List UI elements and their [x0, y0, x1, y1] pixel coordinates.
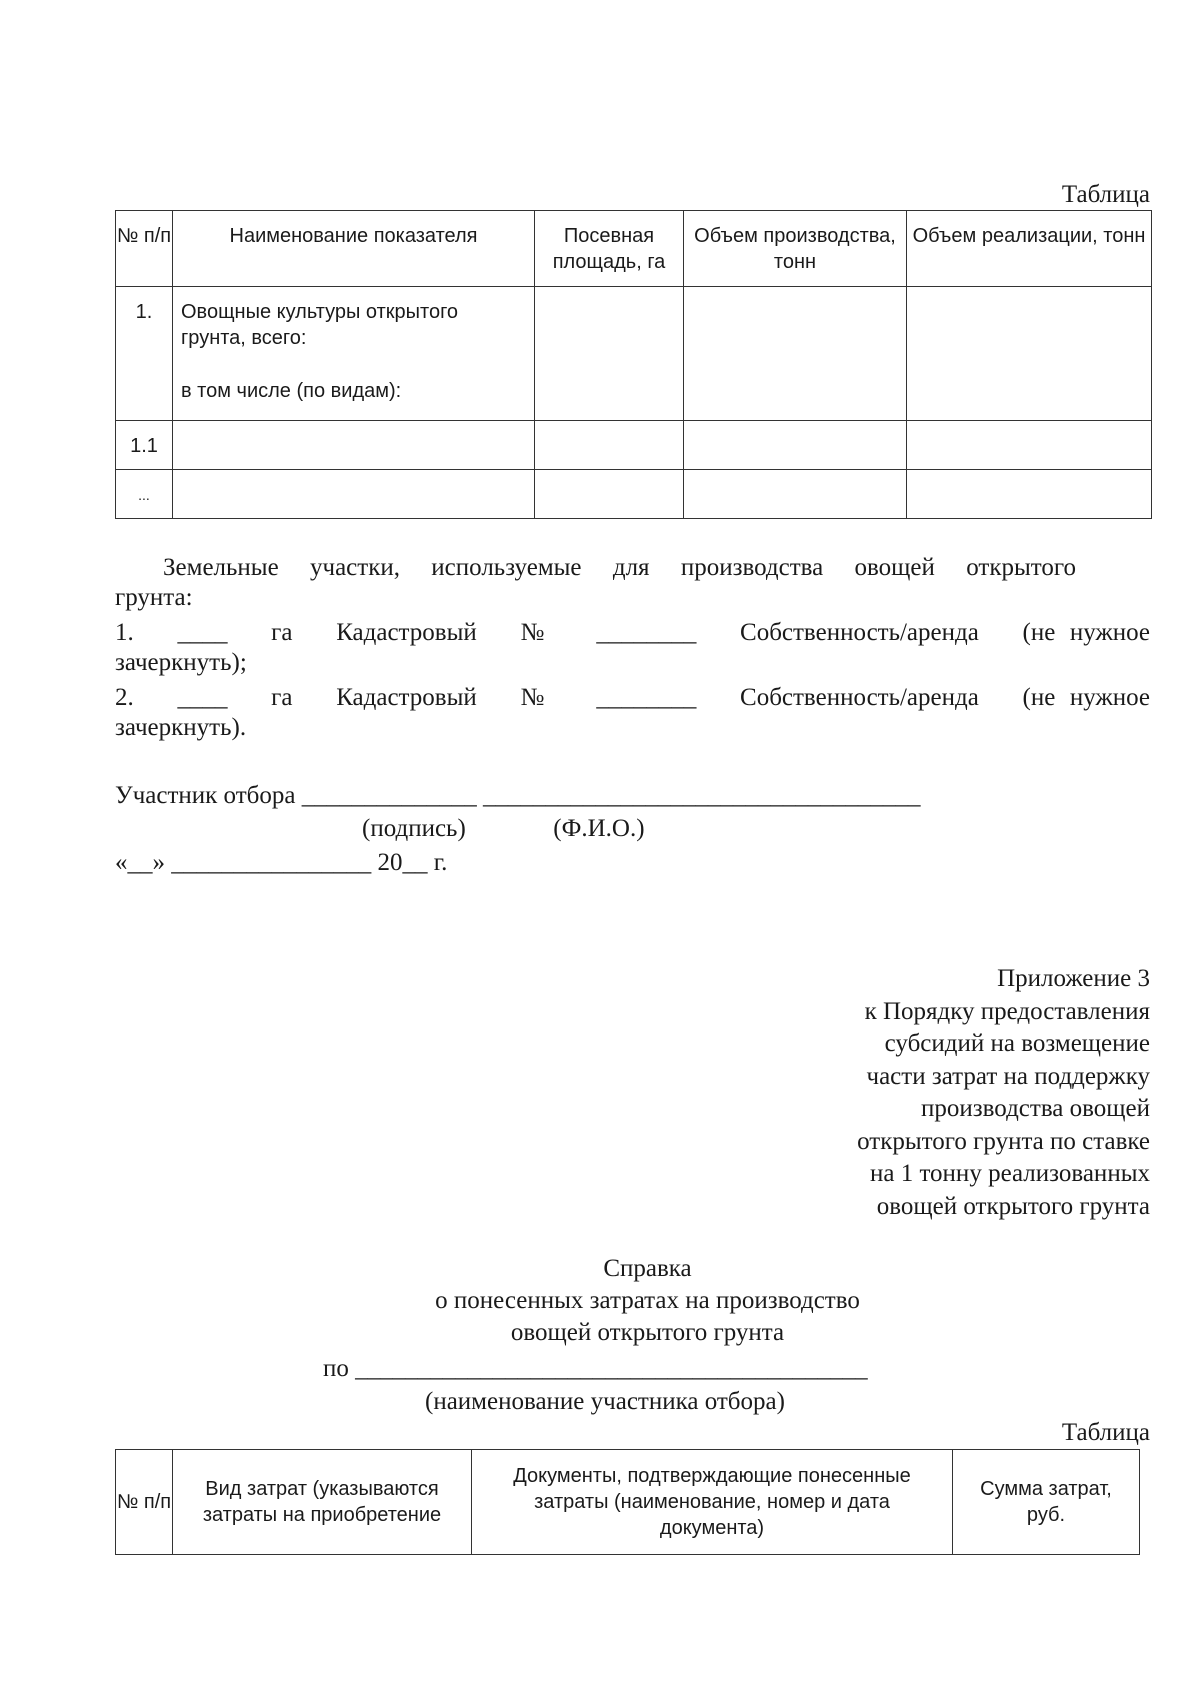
cell-sales	[907, 287, 1152, 421]
cell-area	[535, 470, 684, 519]
cell-production	[684, 470, 907, 519]
cell-production	[684, 421, 907, 470]
header-sales: Объем реализации, тонн	[907, 211, 1152, 287]
certificate-title-line: о понесенных затратах на производство	[435, 1287, 860, 1314]
header-amount: Сумма затрат, руб.	[953, 1450, 1140, 1555]
table1-header-row	[116, 211, 1152, 287]
row-name	[173, 470, 535, 519]
table2	[115, 1449, 1140, 1555]
header-cost-type: Вид затрат (указываются затраты на приобретение	[173, 1450, 472, 1555]
table2-header-row	[116, 1450, 1140, 1555]
table1	[115, 210, 1152, 519]
certificate-for-caption: (наименование участника отбора)	[425, 1388, 785, 1415]
certificate-title	[115, 1253, 1150, 1349]
header-documents: Документы, подтверждающие понесенные затраты (наименование, номер и дата документа)	[472, 1450, 953, 1555]
appendix-line: открытого грунта по ставке	[857, 1127, 1150, 1155]
table1-caption: Таблица	[1061, 181, 1150, 208]
appendix-line: производства овощей	[921, 1095, 1150, 1122]
appendix-line: субсидий на возмещение	[884, 1030, 1150, 1057]
appendix-line: Приложение 3	[997, 965, 1150, 992]
row-num: 1.	[116, 287, 173, 421]
header-num: № п/п	[116, 1450, 173, 1555]
appendix-block	[700, 963, 1150, 1223]
header-production: Объем производства, тонн	[684, 211, 907, 287]
row-name-subtitle: в том числе (по видам):	[181, 380, 402, 402]
header-area: Посевная площадь, га	[535, 211, 684, 287]
appendix-line: овощей открытого грунта	[876, 1192, 1150, 1220]
signature-date: «__» ________________ 20__ г.	[115, 849, 448, 876]
land-item2-cont: зачеркнуть).	[115, 714, 247, 741]
signature-line: Участник отбора ______________ ___________________________________	[115, 782, 921, 809]
certificate-title-line: овощей открытого грунта	[510, 1319, 785, 1346]
certificate-for-line: по _________________________________________	[323, 1355, 868, 1382]
cell-area	[535, 287, 684, 421]
row-num: 1.1	[116, 421, 173, 470]
table-row	[116, 470, 1152, 519]
appendix-line: на 1 тонну реализованных	[869, 1160, 1150, 1187]
cell-sales	[907, 421, 1152, 470]
appendix-line: части затрат на поддержку	[866, 1062, 1150, 1090]
land-intro-line2: грунта:	[115, 584, 193, 611]
appendix-line: к Порядку предоставления	[864, 997, 1150, 1025]
header-name: Наименование показателя	[173, 211, 535, 287]
certificate-title-line: Справка	[603, 1255, 692, 1282]
table-row	[116, 421, 1152, 470]
land-item1: 1. ____ га Кадастровый № ________ Собственность/аренда (не нужное	[115, 619, 1150, 646]
land-item1-cont: зачеркнуть);	[115, 649, 247, 676]
row-name-total: Овощные культуры открытого грунта, всего:	[181, 301, 459, 349]
row-name	[173, 421, 535, 470]
header-num: № п/п	[116, 211, 173, 287]
cell-production	[684, 287, 907, 421]
table-row	[116, 287, 1152, 421]
signature-labels: (подпись) (Ф.И.О.)	[362, 815, 645, 842]
row-num: ...	[116, 470, 173, 519]
cell-sales	[907, 470, 1152, 519]
land-item2: 2. ____ га Кадастровый № ________ Собственность/аренда (не нужное	[115, 684, 1150, 711]
row-name	[173, 287, 535, 421]
land-intro-line1: Земельные участки, используемые для производства овощей открытого	[163, 554, 1076, 581]
cell-area	[535, 421, 684, 470]
table2-caption: Таблица	[1061, 1419, 1150, 1446]
